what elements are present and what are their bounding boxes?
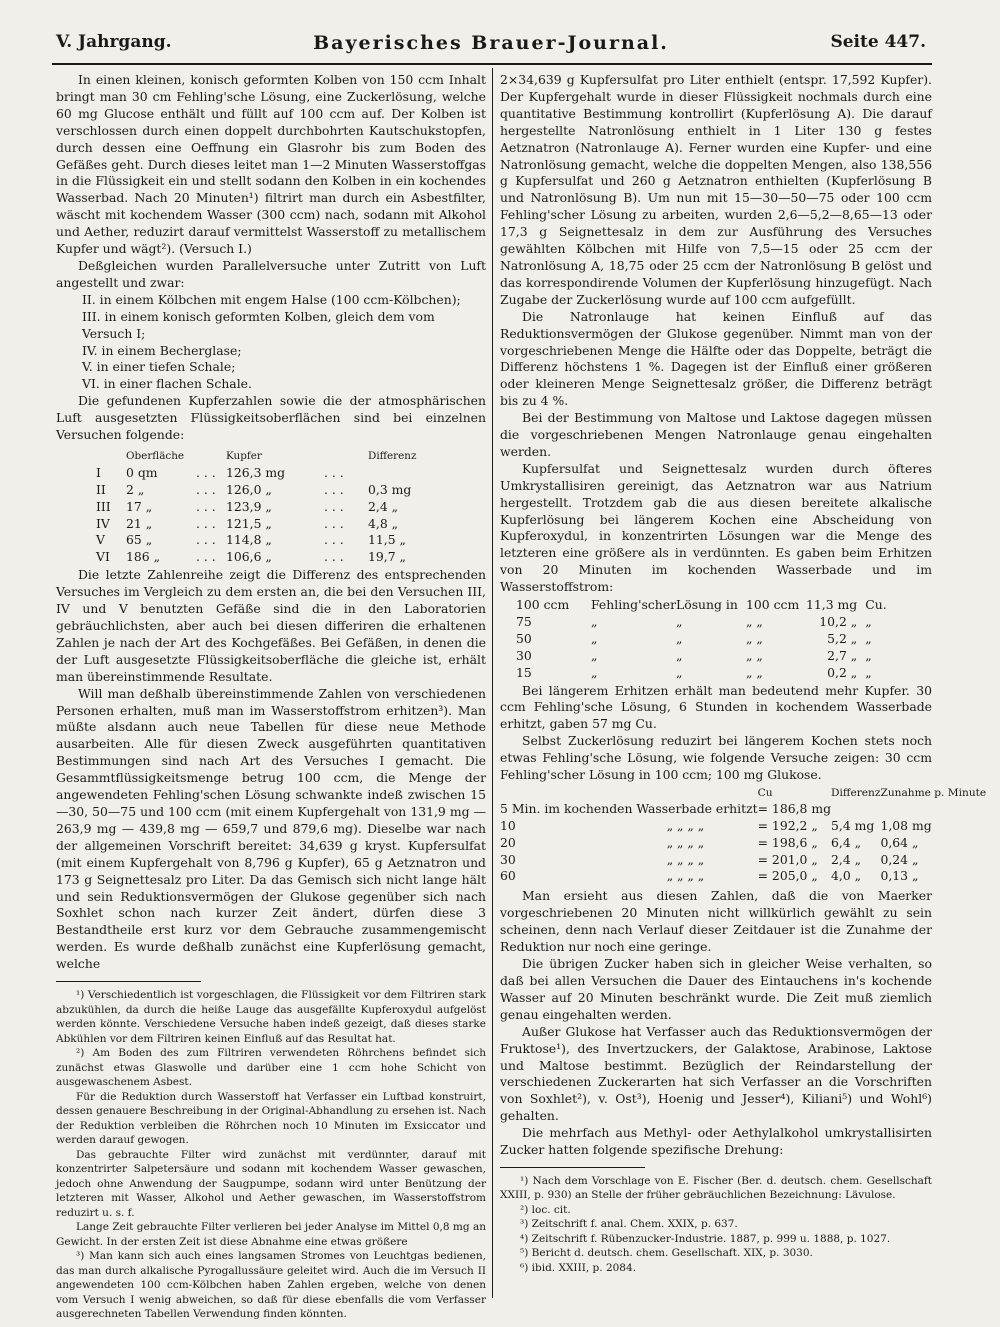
table-row <box>96 464 428 481</box>
cell-copper: 121,5 „ <box>226 515 272 531</box>
cell-difference: 0,3 mg <box>368 481 412 497</box>
list-item: V. in einer tiefen Schale; <box>82 359 236 375</box>
table-header-row <box>500 786 986 800</box>
cell-volume: 30 <box>516 647 532 663</box>
cell-no: IV <box>96 515 110 531</box>
paragraph: Deßgleichen wurden Parallelversuche unter Zutritt von Luft angestellt und zwar: <box>56 257 486 290</box>
cell-volume: 100 ccm <box>516 597 570 613</box>
page-header <box>56 30 926 58</box>
cell-dots: . . . <box>324 464 344 480</box>
cell-minutes: 10 <box>500 817 516 833</box>
paragraph: Kupfersulfat und Seignettesalz wurden durch öfteres Umkrystallisiren gereinigt, das Aetznatron war aus Natrium hergestellt. Trotzdem gab die aus diesen bereitete alkalische Kupferlösung bei längerem Kochen eine Abscheidung von Kupferoxydul, in konzentrirten Lösungen war die Menge des letzteren eine größere als in verdünnten. Es gaben beim Erhitzen von 20 Minuten im kochenden Wasserbade und im Wasserstoffstrom: <box>500 460 932 595</box>
cell-difference: 2,4 „ <box>831 851 862 867</box>
cell-dots: . . . <box>324 532 344 548</box>
cell-dots: . . . <box>324 515 344 531</box>
list-item: VI. in einer flachen Schale. <box>82 376 252 392</box>
table-row <box>512 647 887 664</box>
right-column <box>500 72 987 1275</box>
cell-surface: 0 qm <box>126 464 158 480</box>
column-divider <box>492 68 493 1298</box>
page-number: Seite 447. <box>830 32 926 52</box>
cell-surface: 65 „ <box>126 532 153 548</box>
cell-unit: „ <box>865 664 872 680</box>
cell-volume: 15 <box>516 664 532 680</box>
table-row <box>500 851 986 868</box>
cell-dots: . . . <box>324 481 344 497</box>
cell-text: „ <box>676 613 683 629</box>
journal-title: Bayerisches Brauer-Journal. <box>313 32 669 54</box>
footnote: ²) loc. cit. <box>520 1203 571 1216</box>
table-row <box>500 868 986 885</box>
footnote: ⁶) ibid. XXIII, p. 2084. <box>520 1261 637 1274</box>
cell-unit: Cu. <box>865 597 887 613</box>
list-item: II. in einem Kölbchen mit engem Halse (100 ccm-Kölbchen); <box>82 291 461 307</box>
cell-copper: 123,9 „ <box>226 498 272 514</box>
paragraph: Bei längerem Erhitzen erhält man bedeutend mehr Kupfer. 30 ccm Fehling'sche Lösung, 6 Stunden in kochendem Wasserbade erhitzt, gaben 57 mg Cu. <box>500 682 932 732</box>
footnote: Das gebrauchte Filter wird zunächst mit verdünnter, darauf mit konzentrirter Salpetersäure und sodann mit kochendem Wasser gewaschen, jedoch ohne Anwendung der Saugpumpe, sodann wird unter Benützung der letzteren mit Wasser, Alkohol und Aether gewaschen, im Wasserstoffstrom reduzirt u. s. f. <box>56 1148 486 1219</box>
header-cu: Cu <box>757 786 773 799</box>
cell-surface: 2 „ <box>126 481 145 497</box>
cell-minutes: 30 <box>500 851 516 867</box>
paragraph: Die letzte Zahlenreihe zeigt die Differenz des entsprechenden Versuches im Vergleich zu dem ersten an, die bei den Versuchen III, IV und V benutzten Gefäße sind die in den Laboratorien gebräuchlichsten, aber auch bei diesen differiren die erhaltenen Zahlen je nach der Art des Kochgefäßes. Bei Gefäßen, in denen die der Luft ausgesetzte Flüssigkeitsoberfläche die gleiche ist, erhält man übereinstimmende Resultate. <box>56 567 486 684</box>
footnote: ⁴) Zeitschrift f. Rübenzucker-Industrie. 1887, p. 999 u. 1888, p. 1027. <box>520 1232 891 1245</box>
cell-dots: . . . <box>196 515 216 531</box>
cell-text: Fehling'scher <box>591 597 677 613</box>
cell-no: III <box>96 498 111 514</box>
cell-minutes: 20 <box>500 834 516 850</box>
table-row <box>500 834 986 851</box>
cell-text: „ „ <box>746 647 763 663</box>
cell-increase <box>880 800 986 817</box>
cell-text: „ <box>591 630 598 646</box>
cell-cu: = 198,6 „ <box>757 834 818 850</box>
cell-difference: 4,8 „ <box>368 515 399 531</box>
cell-label: „ „ „ „ <box>666 834 705 850</box>
paragraph: Man ersieht aus diesen Zahlen, daß die von Maerker vorgeschriebenen 20 Minuten nicht willkürlich gewählt zu sein scheinen, denn nach Verlauf dieser Zeitdauer ist die Zunahme der Reduktion nur noch eine geringe. <box>500 888 932 955</box>
cell-cu: = 186,8 mg <box>757 800 832 816</box>
cell-no: VI <box>96 549 110 565</box>
table-row <box>512 613 887 630</box>
cell-minutes: 60 <box>500 868 516 884</box>
paragraph: Außer Glukose hat Verfasser auch das Reduktionsvermögen der Fruktose¹), des Invertzuckers, der Galaktose, Arabinose, Laktose und Maltose bestimmt. Bezüglich der Reindarstellung der verschiedenen Zuckerarten hat sich Verfasser an die Vorschriften von Soxhlet²), v. Ost³), Hoenig und Jesser⁴), Kiliani⁵) und Wohl⁶) gehalten. <box>500 1023 932 1124</box>
cell-difference <box>368 464 428 481</box>
cell-no: I <box>96 464 101 480</box>
cell-copper: 126,0 „ <box>226 481 272 497</box>
cell-text: „ <box>591 613 598 629</box>
header-rule <box>52 63 932 65</box>
cell-label: „ „ „ „ <box>666 868 705 884</box>
table-row <box>96 498 428 515</box>
header-surface: Oberfläche <box>126 449 185 462</box>
volume-label: V. Jahrgang. <box>56 32 172 52</box>
cell-dots: . . . <box>196 532 216 548</box>
cell-dots: . . . <box>324 498 344 514</box>
paragraph: 2×34,639 g Kupfersulfat pro Liter enthielt (entspr. 17,592 Kupfer). Der Kupfergehalt wurde in dieser Flüssigkeit nochmals durch eine quantitative Bestimmung kontrollirt (Kupferlösung A). Die darauf hergestellte Natronlösung enthielt in 1 Liter 130 g festes Aetznatron (Natronlauge A). Ferner wurden eine Kupfer- und eine Natronlösung gemacht, welche die doppelten Mengen, also 138,556 g Kupfersulfat und 260 g Aetznatron enthielten (Kupferlösung B und Natronlösung B). Um nun mit 15—30—50—75 oder 100 ccm Fehling'scher Lösung zu arbeiten, wurden 2,6—5,2—8,65—13 oder 17,3 g Seignettesalz in dem zur Ausführung des Versuches gewählten Kölbchen mit Hilfe von 7,5—15 oder 25 ccm der Natronlösung A, 18,75 oder 25 ccm der Natronlösung B gelöst und das korrespondirende Volumen der Kupferlösung hinzugefügt. Nach Zugabe der Zuckerlösung wurde auf 100 ccm aufgefüllt. <box>500 72 932 307</box>
list-item: III. in einem konisch geformten Kolben, gleich dem vom Versuch I; <box>82 308 435 341</box>
cell-text: 100 ccm <box>746 597 800 613</box>
paragraph: Will man deßhalb übereinstimmende Zahlen von verschiedenen Personen erhalten, muß man im Wasserstoffstrom erhitzen³). Man müßte alsdann auch neue Tabellen für diese neue Methode ausarbeiten. Alle für diesen Zweck ausgeführten quantitativen Bestimmungen sind nach Art des Versuches I gemacht. Die Gesammtflüssigkeitsmenge betrug 100 ccm, die Menge der angewendeten Fehling'schen Lösung schwankte indeß zwischen 15—30, 50—75 und 100 ccm (mit einem Kupfergehalt von 131,9 mg — 263,9 mg — 439,8 mg — 659,7 und 879,6 mg). Dieselbe war nach der allgemeinen Vorschrift bereitet: 34,639 g kryst. Kupfersulfat (mit einem Kupfergehalt von 8,796 g Kupfer), 65 g Aetznatron und 173 g Seignettesalz pro Liter. Da das Gemisch sich nicht lange hält und sein Reduktionsvermögen der Glukose gegenüber sich nach Soxhlet schon nach kurzer Zeit ändert, dürfen diese 3 Bestandtheile erst kurz vor dem Gebrauche zusammengemischt werden. Es wurde deßhalb zunächst eine Kupferlösung gemacht, welche <box>56 685 486 972</box>
cell-dots: . . . <box>324 549 344 565</box>
cell-cu: = 201,0 „ <box>757 851 818 867</box>
header-difference: Differenz <box>831 786 881 799</box>
cell-difference: 19,7 „ <box>368 549 406 565</box>
left-column <box>56 72 486 1322</box>
paragraph: Bei der Bestimmung von Maltose und Laktose dagegen müssen die vorgeschriebenen Mengen Natronlauge genau eingehalten werden. <box>500 410 932 459</box>
header-difference: Differenz <box>368 449 417 462</box>
cell-difference: 5,4 mg <box>831 817 875 833</box>
copper-oxydul-table <box>512 596 887 680</box>
footnote: ³) Man kann sich auch eines langsamen Stromes von Leuchtgas bedienen, das man durch alkalische Pyrogallussäure geleitet wird. Auch die im Versuch II angewendeten 100 ccm-Kölbchen haben Zahlen ergeben, welche von denen vom Versuch I wenig abweichen, so daß für diese ebenfalls die vom Verfasser ausgerechneten Tabellen Verwendung finden könnten. <box>56 1250 486 1321</box>
copper-surface-table <box>96 448 428 565</box>
table-row <box>512 596 887 613</box>
cell-dots: . . . <box>196 498 216 514</box>
cell-difference <box>831 800 880 817</box>
cell-unit: „ <box>865 630 872 646</box>
cell-surface: 186 „ <box>126 549 161 565</box>
cell-text: „ „ <box>746 664 763 680</box>
cell-increase: 0,13 „ <box>880 868 919 884</box>
footnote: ⁵) Bericht d. deutsch. chem. Gesellschaft. XIX, p. 3030. <box>520 1247 813 1260</box>
cell-increase: 0,64 „ <box>880 834 919 850</box>
paragraph: Die gefundenen Kupferzahlen sowie die der atmosphärischen Luft ausgesetzten Flüssigkeitsoberflächen sind bei einzelnen Versuchen folgende: <box>56 393 486 443</box>
cell-label: im kochenden Wasserbade erhitzt <box>544 800 758 816</box>
cell-text: „ <box>676 630 683 646</box>
cell-increase: 0,24 „ <box>880 851 919 867</box>
cell-dots: . . . <box>196 481 216 497</box>
cell-copper: 10,2 „ <box>819 613 858 629</box>
cell-text: Lösung in <box>676 597 738 613</box>
list-item: IV. in einem Becherglase; <box>82 342 242 358</box>
cell-no: II <box>96 481 106 497</box>
cell-copper: 2,7 „ <box>827 647 858 663</box>
table-row <box>512 630 887 647</box>
cell-difference: 11,5 „ <box>368 532 406 548</box>
paragraph: Selbst Zuckerlösung reduzirt bei längerem Kochen stets noch etwas Fehling'sche Lösung, wie folgende Versuche zeigen: 30 ccm Fehling'scher Lösung in 100 ccm; 100 mg Glukose. <box>500 733 932 783</box>
cell-difference: 4,0 „ <box>831 868 862 884</box>
footnote: ¹) Verschiedentlich ist vorgeschlagen, die Flüssigkeit vor dem Filtriren stark abzukühlen, da durch die heiße Lauge das ausgefällte Kupferoxydul aufgelöst werden könnte. Verschiedene Versuche haben indeß gezeigt, daß dieses starke Abkühlen vor dem Filtriren keinen Einfluß auf das Resultat hat. <box>56 989 486 1045</box>
cell-cu: = 205,0 „ <box>757 868 818 884</box>
cell-surface: 21 „ <box>126 515 153 531</box>
cell-difference: 2,4 „ <box>368 498 399 514</box>
table-row <box>96 515 428 532</box>
table-row <box>512 664 887 681</box>
cell-copper: 106,6 „ <box>226 549 272 565</box>
footnote: Lange Zeit gebrauchte Filter verlieren bei jeder Analyse im Mittel 0,8 mg an Gewicht. In der ersten Zeit ist diese Abnahme eine etwas größere <box>56 1221 486 1248</box>
cell-dots: . . . <box>196 549 216 565</box>
cell-copper: 5,2 „ <box>827 630 858 646</box>
cell-text: „ <box>591 647 598 663</box>
paragraph: Die übrigen Zucker haben sich in gleicher Weise verhalten, so daß bei allen Versuchen die Dauer des Eintauchens in's kochende Wasser auf 20 Minuten beschränkt wurde. Die Zeit muß ziemlich genau eingehalten werden. <box>500 956 932 1022</box>
footnote-rule <box>56 981 201 982</box>
table-row <box>500 817 986 834</box>
cell-minutes: 5 Min. <box>500 800 541 816</box>
footnote-rule <box>500 1167 645 1168</box>
footnote: ²) Am Boden des zum Filtriren verwendeten Röhrchens befindet sich zunächst etwas Glaswolle und darüber eine 1 ccm hohe Schicht von ausgewaschenem Asbest. <box>56 1047 486 1089</box>
cell-unit: „ <box>865 647 872 663</box>
cell-text: „ <box>591 664 598 680</box>
cell-volume: 50 <box>516 630 532 646</box>
table-row <box>96 532 428 549</box>
paragraph: Die mehrfach aus Methyl- oder Aethylalkohol umkrystallisirten Zucker hatten folgende spezifische Drehung: <box>500 1125 932 1158</box>
paragraph: Die Natronlauge hat keinen Einfluß auf das Reduktionsvermögen der Glukose gegenüber. Nimmt man von der vorgeschriebenen Menge die Hälfte oder das Doppelte, beträgt die Differenz höchstens 1 %. Dagegen ist der Einfluß einer größeren oder kleineren Menge Seignettesalz größer, die Differenz beträgt bis zu 4 %. <box>500 308 932 409</box>
cell-copper: 114,8 „ <box>226 532 272 548</box>
cell-label: „ „ „ „ <box>666 851 705 867</box>
header-increase: Zunahme p. Minute <box>880 786 987 799</box>
cell-text: „ „ <box>746 630 763 646</box>
cell-increase: 1,08 mg <box>880 817 932 833</box>
cell-surface: 17 „ <box>126 498 153 514</box>
cell-copper: 126,3 mg <box>226 464 286 480</box>
cell-unit: „ <box>865 613 872 629</box>
cell-text: „ <box>676 647 683 663</box>
cell-cu: = 192,2 „ <box>757 817 818 833</box>
cell-no: V <box>96 532 105 548</box>
cell-text: „ <box>676 664 683 680</box>
table-row <box>500 800 986 817</box>
paragraph: In einen kleinen, konisch geformten Kolben von 150 ccm Inhalt bringt man 30 cm Fehling'sche Lösung, eine Zuckerlösung, welche 60 mg Glucose enthält und füllt auf 100 ccm auf. Der Kolben ist verschlossen durch einen doppelt durchbohrten Kautschukstopfen, durch dessen eine Oeffnung ein Glasrohr bis zum Boden des Gefäßes geht. Durch dieses leitet man 1—2 Minuten Wasserstoffgas in die Flüssigkeit ein und stellt sodann den Kolben in ein kochendes Wasserbad. Nach 20 Minuten¹) filtrirt man durch ein Asbestfilter, wäscht mit kochendem Wasser (300 ccm) nach, sodann mit Alkohol und Aether, reduzirt darauf vermittelst Wasserstoff zu metallischem Kupfer und wägt²). (Versuch I.) <box>56 72 486 257</box>
header-copper: Kupfer <box>226 449 262 462</box>
reduction-time-table <box>500 786 986 884</box>
cell-difference: 6,4 „ <box>831 834 862 850</box>
cell-copper: 11,3 mg <box>806 597 858 613</box>
cell-dots: . . . <box>196 464 216 480</box>
footnote: Für die Reduktion durch Wasserstoff hat Verfasser ein Luftbad konstruirt, dessen genauere Beschreibung in der Original-Abhandlung zu ersehen ist. Nach der Reduktion verbleiben die Röhrchen noch 10 Minuten im Exsiccator und werden darauf gewogen. <box>56 1090 486 1147</box>
cell-text: „ „ <box>746 613 763 629</box>
table-row <box>96 548 428 565</box>
cell-copper: 0,2 „ <box>827 664 858 680</box>
cell-volume: 75 <box>516 613 532 629</box>
table-header-row <box>96 448 428 464</box>
table-row <box>96 481 428 498</box>
cell-label: „ „ „ „ <box>666 817 705 833</box>
footnote: ¹) Nach dem Vorschlage von E. Fischer (Ber. d. deutsch. chem. Gesellschaft XXIII, p. 930) an Stelle der früher gebräuchlichen Bezeichnung: Lävulose. <box>500 1174 932 1202</box>
footnote: ³) Zeitschrift f. anal. Chem. XXIX, p. 637. <box>520 1218 738 1231</box>
